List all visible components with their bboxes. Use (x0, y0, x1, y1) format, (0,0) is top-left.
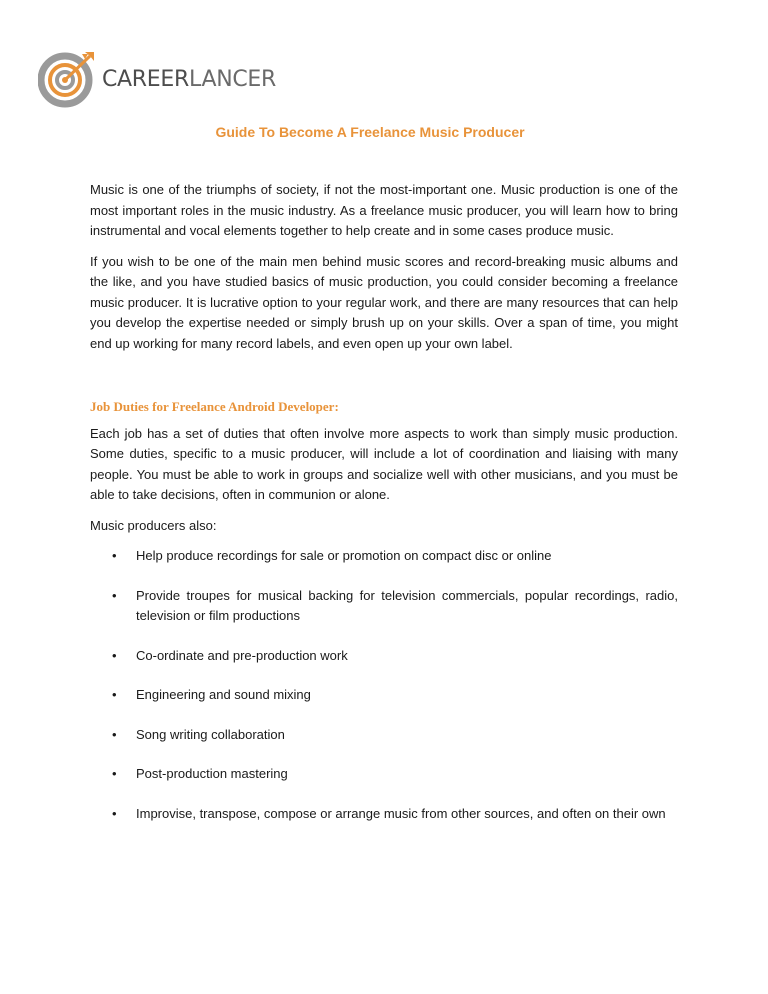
list-item (90, 646, 678, 667)
brand-name-part1: CAREER (102, 66, 189, 92)
paragraph-2: If you wish to be one of the main men behind music scores and record-breaking music albums and the like, and you have studied basics of music production, you could consider becoming a freelance music producer. It is lucrative option to your regular work, and there are many resources that can help you develop the expertise needed or simply brush up on your skills. Over a span of time, you might end up working for many record labels, and even open up your own label. (90, 253, 678, 351)
list-item (90, 804, 678, 825)
list-item-text: Provide troupes for musical backing for television commercials, popular recordings, radio, television or film productions (136, 587, 678, 623)
list-item-text: Song writing collaboration (136, 726, 285, 742)
bullet-icon: • (112, 587, 117, 603)
section-body: Each job has a set of duties that often involve more aspects to work than simply music production. Some duties, specific to a music producer, will include a lot of coordination and liaising with many people. You must be able to work in groups and socialize well with other musicians, and you must be able to take decisions, often in communion or alone. (90, 425, 678, 502)
bullet-icon: • (112, 687, 117, 702)
target-arrow-logo-icon (38, 50, 96, 108)
section-heading: Job Duties for Freelance Android Developer: (90, 399, 339, 414)
bullet-icon: • (112, 726, 117, 742)
brand-name (102, 67, 276, 92)
list-item-text: Improvise, transpose, compose or arrange music from other sources, and often on their own (136, 805, 666, 821)
paragraph-1: Music is one of the triumphs of society, if not the most-important one. Music production is one of the most important roles in the music industry. As a freelance music producer, you will learn how to bring instrumental and vocal elements together to help create and in some cases produce music. (90, 182, 678, 238)
list-item-text: Engineering and sound mixing (136, 687, 311, 702)
bullet-icon: • (112, 766, 117, 781)
list-item (90, 586, 678, 627)
list-item-text: Co-ordinate and pre-production work (136, 647, 348, 663)
brand-name-part2: LANCER (188, 66, 277, 92)
list-item (90, 764, 678, 785)
bullet-icon: • (112, 647, 117, 663)
duties-list (90, 546, 678, 824)
document-body (90, 180, 678, 843)
list-item-text: Post-production mastering (136, 766, 288, 781)
list-item (90, 685, 678, 706)
list-intro: Music producers also: (90, 517, 217, 533)
list-item-text: Help produce recordings for sale or promotion on compact disc or online (136, 548, 552, 563)
list-item (90, 546, 678, 567)
document-title: Guide To Become A Freelance Music Producer (215, 124, 525, 140)
careerlancer-logo (38, 50, 276, 108)
bullet-icon: • (112, 548, 117, 563)
bullet-icon: • (112, 805, 117, 821)
list-item (90, 725, 678, 746)
